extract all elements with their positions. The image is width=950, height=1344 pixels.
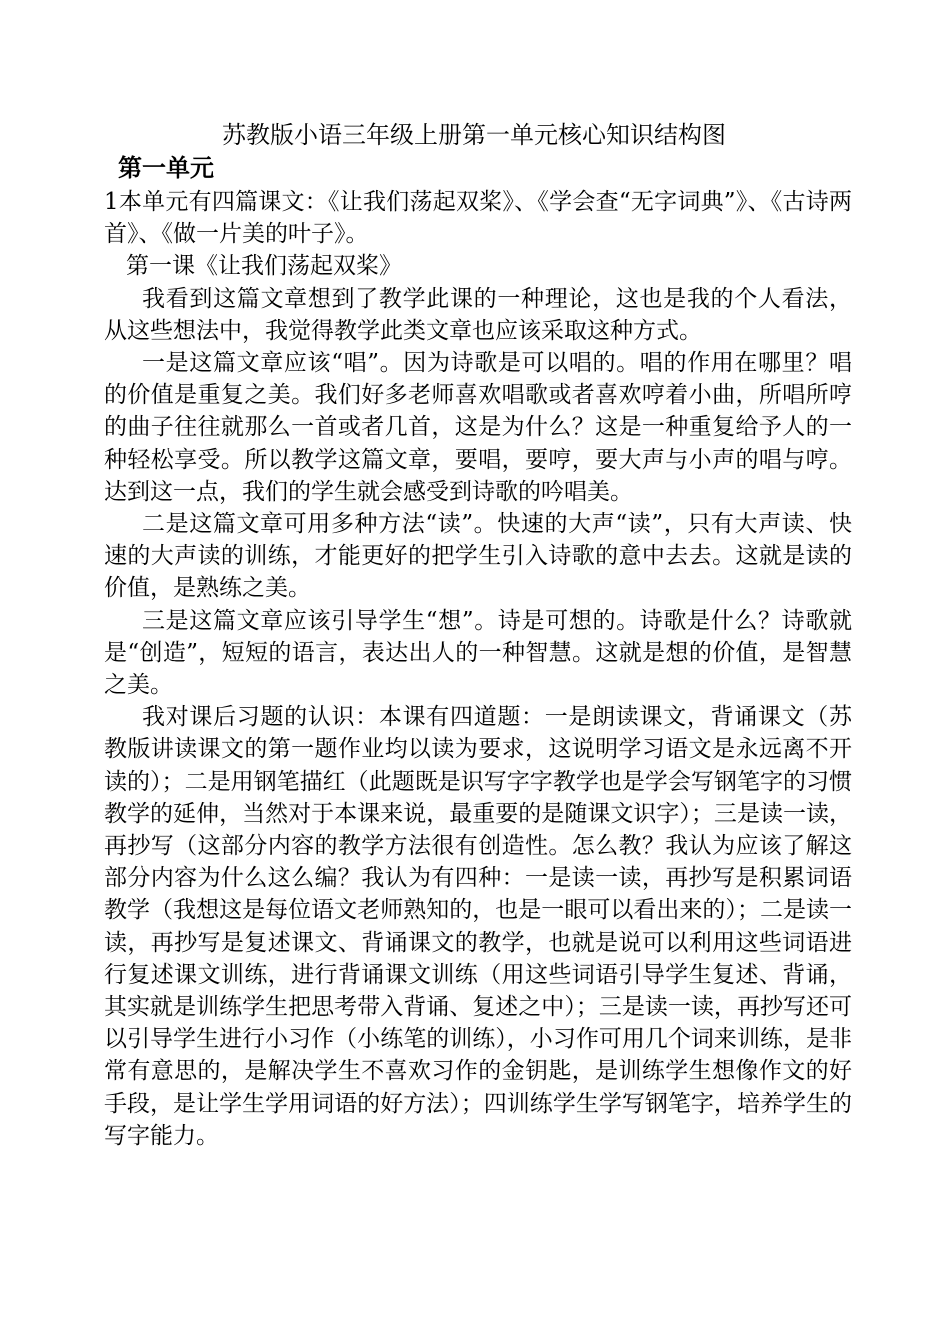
paragraph-3: 二是这篇文章可用多种方法“读”。快速的大声“读”，只有大声读、快速的大声读的训练，才能更好的把学生引入诗歌的意中去去。这就是读的价值，是熟练之美。 [104, 511, 852, 602]
paragraph-1: 我看到这篇文章想到了教学此课的一种理论，这也是我的个人看法，从这些想法中，我觉得教学此类文章也应该采取这种方式。 [104, 285, 852, 344]
document-body [104, 186, 852, 1152]
intro-paragraph: 1本单元有四篇课文：《让我们荡起双桨》、《学会查“无字词典”》、《古诗两首》、《做一片美的叶子》。 [104, 189, 852, 248]
lesson-title: 第一课《让我们荡起双桨》 [126, 253, 402, 280]
document-title: 苏教版小语三年级上册第一单元核心知识结构图 [222, 121, 726, 149]
paragraph-4: 三是这篇文章应该引导学生“想”。诗是可想的。诗歌是什么？诗歌就是“创造”，短短的语言，表达出人的一种智慧。这就是想的价值，是智慧之美。 [104, 607, 852, 699]
paragraph-2: 一是这篇文章应该“唱”。因为诗歌是可以唱的。唱的作用在哪里？唱的价值是重复之美。我们好多老师喜欢唱歌或者喜欢哼着小曲，所唱所哼的曲子往往就那么一首或者几首，这是为什么？这是一种重复给予人的一种轻松享受。所以教学这篇文章，要唱，要哼，要大声与小声的唱与哼。达到这一点，我们的学生就会感受到诗歌的吟唱美。 [104, 350, 852, 505]
paragraph-5: 我对课后习题的认识：本课有四道题：一是朗读课文，背诵课文（苏教版讲读课文的第一题作业均以读为要求，这说明学习语文是永远离不开读的）；二是用钢笔描红（此题既是识写字字教学也是学会写钢笔字的习惯教学的延伸，当然对于本课来说，最重要的是随课文识字）；三是读一读，再抄写（这部分内容的教学方法很有创造性。怎么教？我认为应该了解这部分内容为什么这么编？我认为有四种：一是读一读，再抄写是积累词语教学（我想这是每位语文老师熟知的，也是一眼可以看出来的）；二是读一读，再抄写是复述课文、背诵课文的教学，也就是说可以利用这些词语进行复述课文训练，进行背诵课文训练（用这些词语引导学生复述、背诵，其实就是训练学生把思考带入背诵、复述之中）；三是读一读，再抄写还可以引导学生进行小习作（小练笔的训练），小习作可用几个词来训练，是非常有意思的，是解决学生不喜欢习作的金钥匙，是训练学生想像作文的好手段，是让学生学用词语的好方法）；四训练学生学写钢笔字，培养学生的写字能力。 [104, 704, 852, 1149]
unit-heading: 第一单元 [118, 154, 214, 182]
